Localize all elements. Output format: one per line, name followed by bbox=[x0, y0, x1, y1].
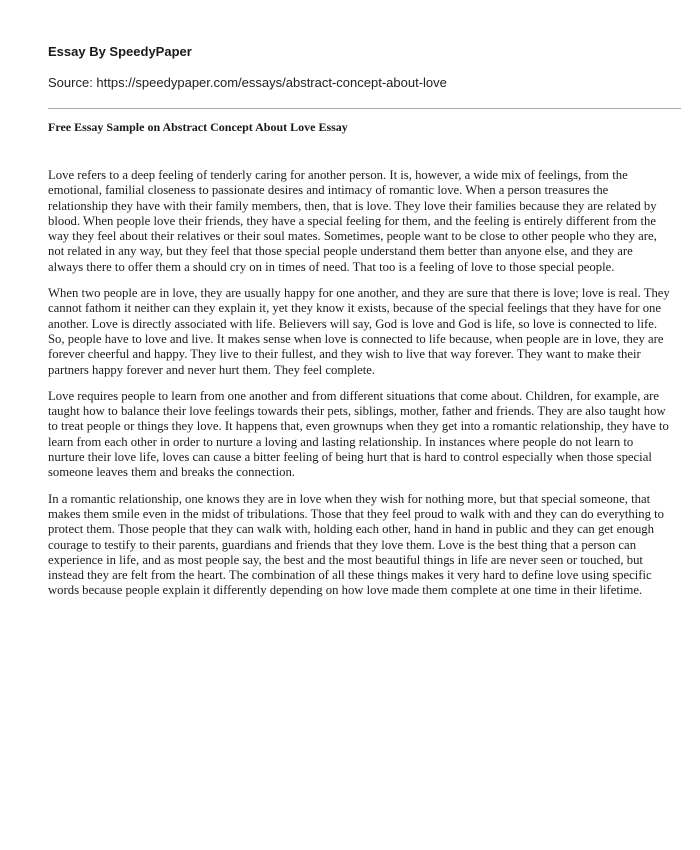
essay-paragraph: Love requires people to learn from one another and from different situations that come about. Children, for example, are taught how to balance their love feelings towards their pets, siblings, mother, father and friends. They are also taught how to treat people or things they love. It happens that, even grownups when they get into a romantic relationship, they have to learn from each other in order to nurture a loving and lasting relationship. In instances where people do not learn to nurture their love life, loves can cause a bitter feeling of being hurt that is hard to control especially when those special someone leaves them and breaks the connection. bbox=[48, 388, 669, 480]
header-divider bbox=[48, 108, 681, 109]
essay-paragraph: In a romantic relationship, one knows they are in love when they wish for nothing more, but that special someone, that makes them smile even in the midst of tribulations. Those that they feel proud to walk with and they can do everything to protect them. Those people that they can walk with, holding each other, hand in hand in public and they can get enough courage to testify to their parents, guardians and friends that they love them. Love is the best thing that a person can experience in life, and as most people say, the best and the most beautiful things in life are never seen or touched, but instead they are felt from the heart. The combination of all these things makes it very hard to define love using specific words because people explain it differently depending on how love made them complete at one time in their lifetime. bbox=[48, 491, 665, 598]
essay-paragraph: Love refers to a deep feeling of tenderly caring for another person. It is, however, a wide mix of feelings, from the emotional, familial closeness to passionate desires and intimacy of romantic love. When a person treasures the relationship they have with their family members, then, that is love. They love their families because they are related by blood. When people love their friends, they have a special feeling for them, and the feeling is entirely different from the way they feel about their relatives or their soul mates. Sometimes, people want to be close to other people who they are, not related in any way, but they feel that those special people understand them better than anyone else, and they are always there to offer them a should cry on in times of need. That too is a feeling of love to those special people. bbox=[48, 168, 657, 274]
document-header-title: Essay By SpeedyPaper bbox=[48, 44, 192, 59]
essay-paragraph: When two people are in love, they are usually happy for one another, and they are sure that there is love; love is real. They cannot fathom it neither can they explain it, yet they know it exists, because of the special feelings that they have for one another. Love is directly associated with life. Believers will say, God is love and God is life, so love is connected to life. So, people have to love and live. It makes sense when love is connected to life because, when people are in love, they are forever cheerful and happy. They live to their fullest, and they wish to live that way forever. They want to make their partners happy forever and never hurt them. They feel complete. bbox=[48, 286, 670, 377]
essay-title: Free Essay Sample on Abstract Concept About Love Essay bbox=[48, 120, 348, 134]
essay-body bbox=[48, 168, 670, 610]
source-link[interactable]: Source: https://speedypaper.com/essays/abstract-concept-about-love bbox=[48, 75, 447, 90]
